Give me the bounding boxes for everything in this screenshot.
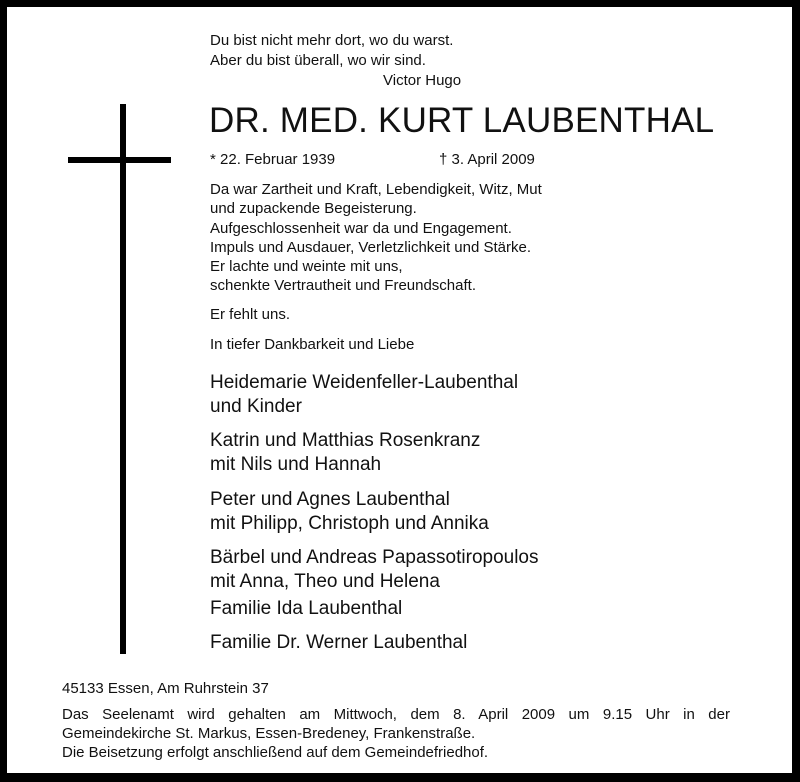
mourner-family xyxy=(210,429,480,477)
quote-line: Aber du bist überall, wo wir sind. xyxy=(210,52,426,69)
death-date: † 3. April 2009 xyxy=(439,151,535,168)
mourner-line: Bärbel und Andreas Papassotiropoulos xyxy=(210,547,539,568)
mourner-family xyxy=(210,631,467,655)
poem-line: schenkte Vertrautheit und Freundschaft. xyxy=(210,277,476,295)
mourner-line: Heidemarie Weidenfeller-Laubenthal xyxy=(210,372,519,393)
poem-line: Da war Zartheit und Kraft, Lebendigkeit, Witz, Mut xyxy=(210,181,542,198)
cross-icon-bar xyxy=(68,157,171,163)
mourner-line: und Kinder xyxy=(210,396,302,417)
quote-author: Victor Hugo xyxy=(383,72,462,89)
poem-line: und zupackende Begeisterung. xyxy=(210,200,417,218)
mourner-line: mit Anna, Theo und Helena xyxy=(210,571,440,592)
mourner-family xyxy=(210,597,402,621)
poem-line: Impuls und Ausdauer, Verletzlichkeit und Stärke. xyxy=(210,238,532,256)
obituary-notice xyxy=(7,7,792,773)
mourner-line: Familie Ida Laubenthal xyxy=(210,598,403,619)
mourner-family xyxy=(210,488,489,536)
mourner-line: Katrin und Matthias Rosenkranz xyxy=(210,430,481,451)
mourner-line: mit Philipp, Christoph und Annika xyxy=(210,513,489,534)
poem-line: Er lachte und weinte mit uns, xyxy=(210,258,403,276)
address-text: 45133 Essen, Am Ruhrstein 37 xyxy=(62,680,269,697)
mourner-line: Familie Dr. Werner Laubenthal xyxy=(210,632,468,653)
deceased-name: DR. MED. KURT LAUBENTHAL xyxy=(209,101,715,140)
funeral-notice xyxy=(62,705,730,762)
birth-date: * 22. Februar 1939 xyxy=(210,151,336,168)
quote-line: Du bist nicht mehr dort, wo du warst. xyxy=(210,32,454,49)
poem-block xyxy=(210,180,542,296)
notice-line: Das Seelenamt wird gehalten am Mittwoch, dem 8. April 2009 um 9.15 Uhr in der xyxy=(62,706,730,723)
cross-icon xyxy=(120,104,126,654)
gratitude-text: In tiefer Dankbarkeit und Liebe xyxy=(210,336,415,353)
poem-line: Aufgeschlossenheit war da und Engagement. xyxy=(210,219,512,237)
mourner-line: mit Nils und Hannah xyxy=(210,454,382,475)
quote-block xyxy=(210,31,461,91)
mourner-line: Peter und Agnes Laubenthal xyxy=(210,489,450,510)
mourner-family xyxy=(210,546,539,594)
missed-text: Er fehlt uns. xyxy=(210,306,291,323)
mourner-family xyxy=(210,371,518,419)
notice-line: Die Beisetzung erfolgt anschließend auf dem Gemeindefriedhof. xyxy=(62,744,489,761)
notice-line: Gemeindekirche St. Markus, Essen-Bredeney, Frankenstraße. xyxy=(62,725,476,742)
